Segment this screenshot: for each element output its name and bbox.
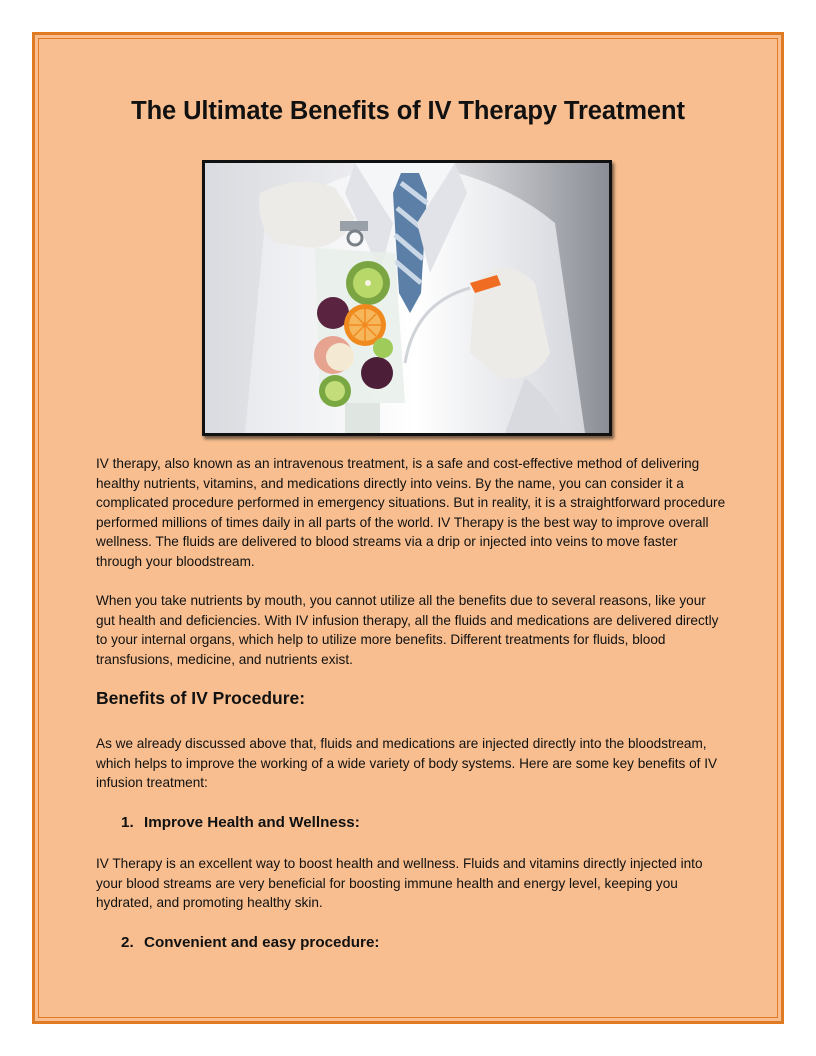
section-heading-benefits: Benefits of IV Procedure: bbox=[96, 688, 306, 708]
benefit-paragraph-1: IV Therapy is an excellent way to boost health and wellness. Fluids and vitamins directly injected into your blood streams are very beneficial for boosting immune health and energy level, keeping you hydrated, and promoting healthy skin. bbox=[96, 856, 703, 910]
iv-therapy-photo bbox=[205, 163, 609, 433]
benefit-heading-text: Improve Health and Wellness: bbox=[144, 814, 360, 831]
benefit-heading-text: Convenient and easy procedure: bbox=[144, 934, 380, 951]
nutrients-paragraph: When you take nutrients by mouth, you cannot utilize all the benefits due to several reasons, like your gut health and deficiencies. With IV infusion therapy, all the fluids and medications are delivered directly to your internal organs, which help to utilize more benefits. Different treatments for fluids, blood transfusions, medicine, and nutrients exist. bbox=[96, 593, 719, 667]
benefit-number: 1. bbox=[121, 814, 134, 831]
hero-image bbox=[202, 160, 612, 436]
benefit-heading-2 bbox=[121, 934, 379, 951]
benefit-heading-1 bbox=[121, 814, 360, 831]
document-title: The Ultimate Benefits of IV Therapy Treatment bbox=[131, 97, 685, 125]
intro-paragraph: IV therapy, also known as an intravenous treatment, is a safe and cost-effective method of delivering healthy nutrients, vitamins, and medications directly into veins. By the name, you can consider it a complicated procedure performed in emergency situations. But in reality, it is a straightforward procedure performed millions of times daily in all parts of the world. IV Therapy is the best way to improve overall wellness. The fluids are delivered to blood streams via a drip or injected into veins to move faster through your bloodstream. bbox=[96, 456, 726, 569]
benefit-number: 2. bbox=[121, 934, 134, 951]
benefits-intro-paragraph: As we already discussed above that, fluids and medications are injected directly into the bloodstream, which helps to improve the working of a wide variety of body systems. Here are some key benefits of IV infusion treatment: bbox=[96, 736, 718, 790]
